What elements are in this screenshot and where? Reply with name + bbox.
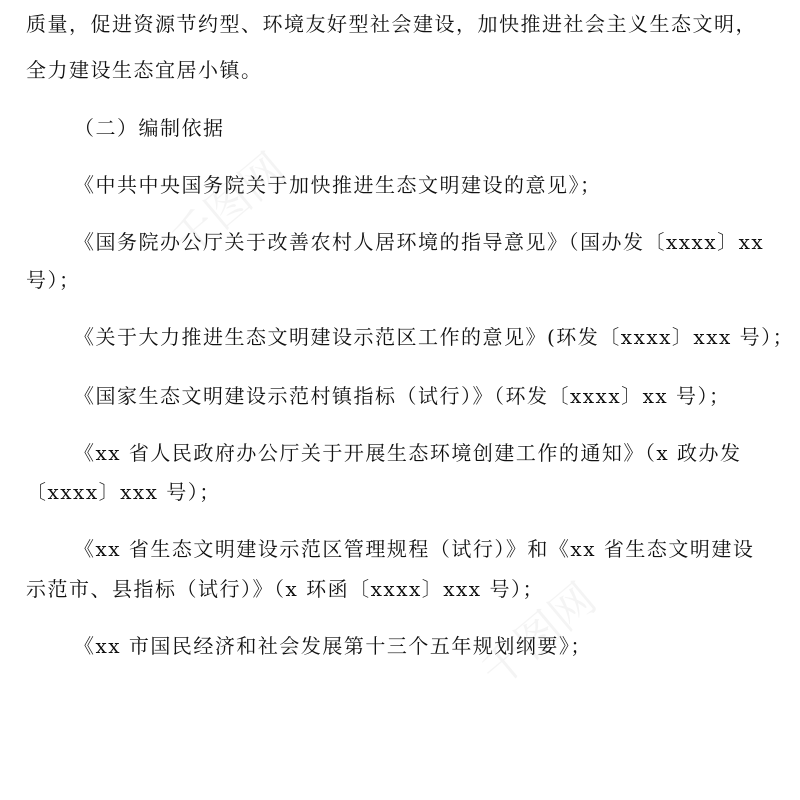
reference-item: 《国务院办公厅关于改善农村人居环境的指导意见》（国办发〔xxxx〕xx [74,230,765,254]
reference-item-continuation: 〔xxxx〕xxx 号）； [26,480,221,504]
paragraph-line: 质量，促进资源节约型、环境友好型社会建设，加快推进社会主义生态文明， [26,12,757,36]
reference-item: 《xx 市国民经济和社会发展第十三个五年规划纲要》； [74,634,592,658]
reference-item-continuation: 示范市、县指标（试行）》（x 环函〔xxxx〕xxx 号）； [26,577,544,601]
reference-item: 《xx 省人民政府办公厅关于开展生态环境创建工作的通知》（x 政办发 [74,441,742,465]
reference-item: 《国家生态文明建设示范村镇指标（试行）》（环发〔xxxx〕xx 号）； [74,384,731,408]
watermark: 千图网 [161,143,296,268]
watermark: 千图网 [471,573,606,698]
reference-item-continuation: 号）； [26,268,81,292]
reference-item: 《中共中央国务院关于加快推进生态文明建设的意见》； [74,173,602,197]
reference-item: 《xx 省生态文明建设示范区管理规程（试行）》和《xx 省生态文明建设 [74,537,755,561]
reference-item: 《关于大力推进生态文明建设示范区工作的意见》(环发〔xxxx〕xxx 号）； [74,325,795,349]
section-heading: （二）编制依据 [74,116,225,140]
paragraph-line: 全力建设生态宜居小镇。 [26,58,263,82]
